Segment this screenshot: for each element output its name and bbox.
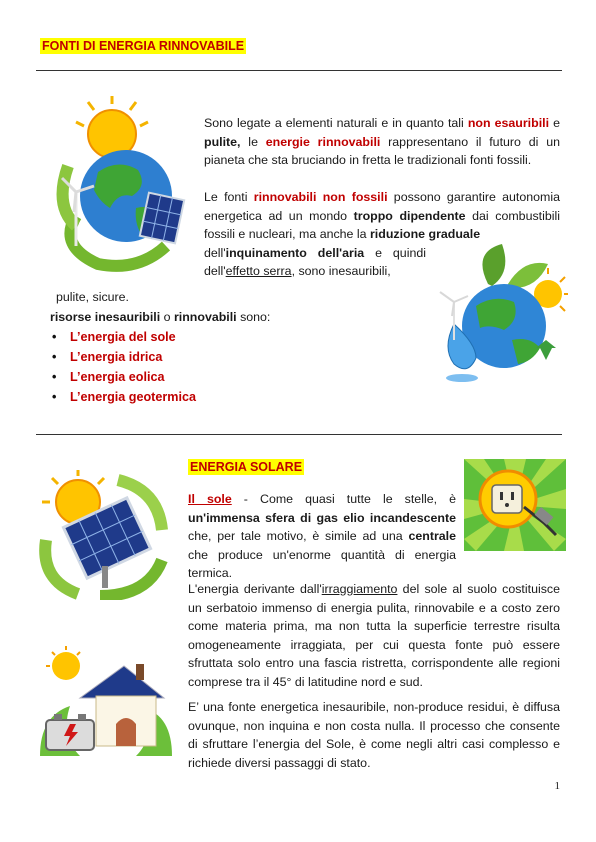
divider [36,70,562,71]
solar-paragraph-3: E’ una fonte energetica inesauribile, non-produce residui, è diffusa ovunque, non inquina e non costa nulla. Il processo che consente di sfruttare l’energia del Sole, è come negli altri casi complesso e richiede diversi passaggi di stato. [188,700,560,770]
intro-paragraph-2: Le fonti rinnovabili non fossili possono garantire autonomia energetica ad un mondo troppo dipendente dai combustibili fossili e nucleari, ma anche la riduzione graduale dell'inquinamento dell'aria e quindi dell'effetto serra, sono inesauribili, [204,190,560,279]
section-heading: ENERGIA SOLARE [190,460,303,474]
solar-paragraph-1: Il sole - Come quasi tutte le stelle, è un'immensa sfera di gas elio incandescente che, per tale motivo, è simile ad una centrale che produce un'enorme quantità di energia termica. [188,492,456,581]
list-lead: risorse inesauribili o rinnovabili sono: [50,310,271,324]
energy-list [50,327,350,407]
list-item: • L’energia eolica [50,367,350,387]
globe-sun-recycle-icon [48,96,188,272]
page-title: FONTI DI ENERGIA RINNOVABILE [42,39,245,53]
list-item: • L’energia geotermica [50,387,350,407]
page-number: 1 [554,780,560,792]
list-item: • L’energia del sole [50,327,350,347]
divider [36,434,562,435]
intro-paragraph-1: Sono legate a elementi naturali e in quanto tali non esauribili e pulite, le energie rinnovabili rappresentano il futuro di un pianeta che sta bruciando in fretta le tradizionali fonti fossili. [204,116,560,168]
house-battery-icon [40,646,172,756]
globe-water-drop-icon [432,244,568,386]
sun-plug-icon [464,459,566,551]
list-item: • L’energia idrica [50,347,350,367]
solar-paragraph-2: L'energia derivante dall'irraggiamento del sole al suolo costituisce un serbatoio immenso di energia pulita, rinnovabile e a costo zero come materia prima, ma non tutta la superficie terrestre risulta omogeneamente irraggiata, per cui questa fonte può essere sfruttata solo entro una fascia ristretta, corrispondente alle regioni comprese tra il 45° di latitudine nord e sud. [188,582,560,689]
intro-tail-text: pulite, sicure. [56,290,130,304]
solar-panel-recycle-icon [38,470,172,600]
